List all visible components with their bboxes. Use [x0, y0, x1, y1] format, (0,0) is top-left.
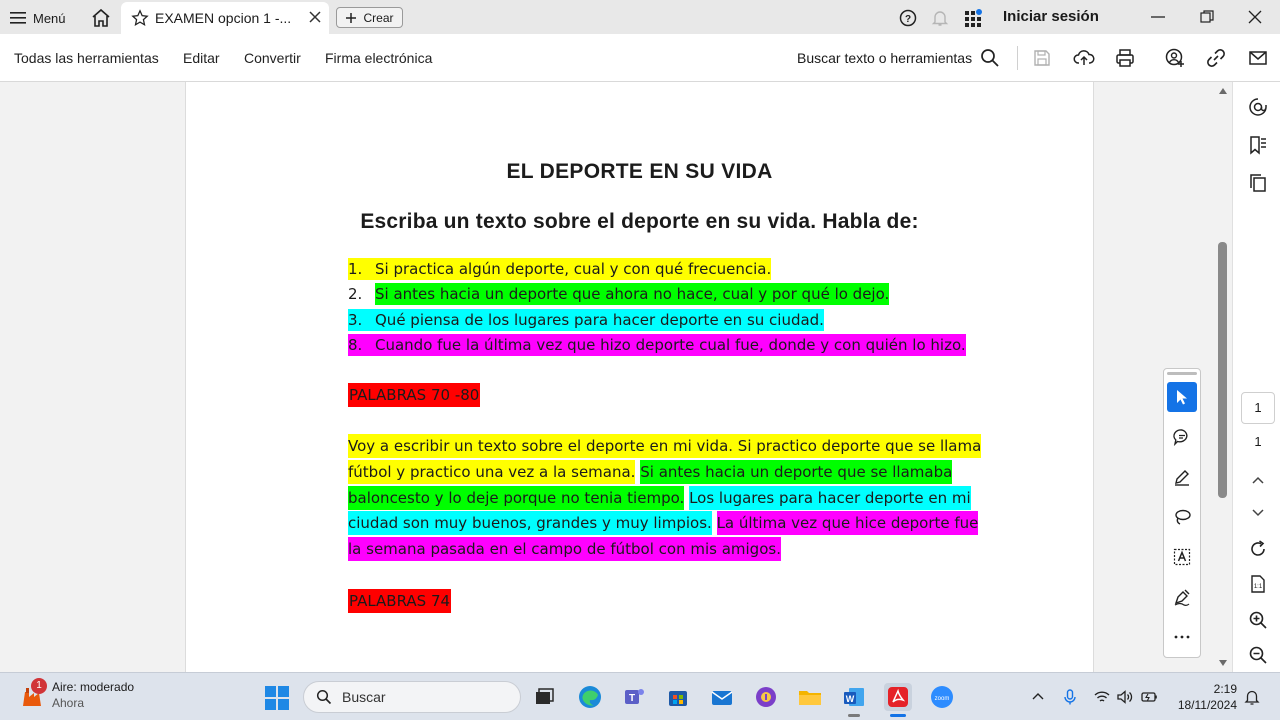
wifi-icon[interactable]	[1093, 688, 1111, 706]
edit-button[interactable]: Editar	[183, 50, 220, 66]
taskbar-search[interactable]	[303, 681, 521, 713]
draw-tool-button[interactable]	[1167, 502, 1197, 532]
clock-date: 18/11/2024	[1177, 698, 1237, 712]
document-subtitle: Escriba un texto sobre el deporte en su vida. Habla de:	[360, 210, 919, 233]
volume-icon[interactable]	[1116, 688, 1134, 706]
answer-sentence-1: Voy a escribir un texto sobre el deporte en mi vida. Si practico deporte que se llama fútbol y practico una vez a la semana.	[348, 434, 981, 484]
home-icon[interactable]	[90, 7, 112, 29]
create-button[interactable]	[336, 7, 403, 28]
previous-page-icon[interactable]	[1247, 469, 1269, 491]
copy-pages-icon[interactable]	[1247, 172, 1269, 194]
all-tools-button[interactable]: Todas las herramientas	[14, 50, 159, 66]
word-icon[interactable]	[840, 683, 868, 711]
pdf-page	[185, 82, 1094, 672]
title-bar	[0, 0, 1280, 34]
cursor-arrow-icon	[1174, 388, 1190, 406]
hamburger-icon	[10, 11, 26, 25]
quick-tools-bar	[1163, 368, 1201, 658]
bookmark-icon[interactable]	[1247, 134, 1269, 156]
windows-start-icon[interactable]	[264, 685, 290, 711]
link-icon[interactable]	[1205, 47, 1227, 69]
list-text: Si practica algún deporte, cual y con qué frecuencia.	[375, 259, 772, 278]
more-tools-button[interactable]	[1167, 622, 1197, 652]
comment-icon	[1172, 427, 1192, 447]
search-icon	[316, 689, 332, 705]
list-number: 3.	[348, 310, 363, 329]
running-indicator	[848, 714, 860, 717]
text-tool-button[interactable]	[1167, 542, 1197, 572]
email-icon[interactable]	[1247, 47, 1269, 69]
weather-badge: 1	[31, 678, 47, 694]
rotate-icon[interactable]	[1247, 538, 1269, 560]
weather-icon-wrap	[20, 680, 44, 710]
fit-page-icon[interactable]	[1247, 573, 1269, 595]
acrobat-icon[interactable]	[884, 683, 912, 711]
document-title: EL DEPORTE EN SU VIDA	[506, 160, 773, 183]
minimize-icon[interactable]	[1149, 8, 1167, 26]
list-item-highlight	[348, 334, 966, 356]
list-item-highlight	[348, 309, 824, 331]
list-number: 1.	[348, 259, 363, 278]
pen-icon	[1172, 467, 1192, 487]
windows-taskbar	[0, 672, 1280, 720]
list-number: 2.	[348, 285, 363, 304]
vpn-icon[interactable]	[752, 683, 780, 711]
share-user-icon[interactable]	[1164, 47, 1186, 69]
answer-paragraph	[348, 434, 988, 563]
vertical-scrollbar[interactable]	[1216, 82, 1230, 672]
menu-label: Menú	[33, 10, 66, 26]
bell-icon[interactable]	[930, 8, 950, 28]
taskbar-search-placeholder: Buscar	[342, 689, 386, 705]
signin-button[interactable]: Iniciar sesión	[1003, 8, 1099, 25]
drag-handle[interactable]	[1167, 372, 1197, 375]
answer-sentence-3: Los lugares para hacer deporte en mi ciudad son muy buenos, grandes y muy limpios.	[348, 486, 971, 536]
file-explorer-icon[interactable]	[796, 683, 824, 711]
plus-icon	[345, 12, 357, 24]
save-icon[interactable]	[1031, 47, 1053, 69]
mail-icon[interactable]	[708, 683, 736, 711]
right-side-panel	[1232, 82, 1280, 672]
scroll-up-arrow[interactable]	[1219, 88, 1227, 94]
apps-grid-icon[interactable]	[963, 8, 983, 28]
search-tools-label[interactable]: Buscar texto o herramientas	[797, 50, 973, 66]
menu-button[interactable]	[10, 8, 66, 28]
weather-title: Aire: moderado	[52, 680, 135, 694]
clock-time: 2:19	[1213, 682, 1237, 696]
weather-subtitle: Ahora	[52, 696, 85, 710]
ai-assistant-icon[interactable]	[1247, 96, 1269, 118]
list-item-highlight	[348, 258, 771, 280]
weather-widget[interactable]	[20, 680, 134, 710]
zoom-icon[interactable]	[928, 683, 956, 711]
document-tab[interactable]	[121, 2, 329, 34]
teams-icon[interactable]	[620, 683, 648, 711]
star-icon[interactable]	[131, 9, 149, 27]
scroll-down-arrow[interactable]	[1219, 660, 1227, 666]
list-item	[348, 307, 966, 333]
convert-button[interactable]: Convertir	[244, 50, 301, 66]
close-window-icon[interactable]	[1246, 8, 1264, 26]
system-clock[interactable]	[1170, 681, 1237, 713]
document-viewer	[0, 82, 1280, 672]
list-item	[348, 333, 966, 359]
active-indicator	[890, 714, 906, 717]
toolbar-divider	[1017, 46, 1018, 70]
edge-icon[interactable]	[576, 683, 604, 711]
main-toolbar	[0, 34, 1280, 82]
restore-icon[interactable]	[1198, 8, 1216, 26]
words-count: PALABRAS 74	[348, 589, 451, 613]
svg-text:1:1: 1:1	[1253, 584, 1263, 590]
svg-text:?: ?	[904, 14, 912, 25]
answer-sentence-2: Si antes hacia un deporte que se llamaba baloncesto y lo deje porque no tenia tiempo.	[348, 460, 952, 510]
store-icon[interactable]	[664, 683, 692, 711]
select-tool-button[interactable]	[1167, 382, 1197, 412]
zoom-in-icon[interactable]	[1247, 609, 1269, 631]
notification-bell-icon[interactable]	[1243, 688, 1261, 706]
print-icon[interactable]	[1114, 47, 1136, 69]
chevron-up-icon[interactable]	[1029, 688, 1047, 706]
highlight-tool-button[interactable]	[1167, 462, 1197, 492]
words-required: PALABRAS 70 -80	[348, 383, 480, 407]
tab-title: EXAMEN opcion 1 -...	[155, 10, 292, 26]
task-view-icon[interactable]	[530, 683, 558, 711]
close-tab-icon[interactable]	[308, 10, 322, 24]
more-icon	[1172, 627, 1192, 647]
current-page-input[interactable]: 1	[1241, 392, 1275, 424]
scroll-thumb[interactable]	[1218, 242, 1227, 498]
next-page-icon[interactable]	[1247, 502, 1269, 524]
search-icon[interactable]	[979, 47, 1001, 69]
list-text: Si antes hacia un deporte que ahora no hace, cual y por qué lo dejo.	[375, 285, 890, 304]
microphone-icon[interactable]	[1061, 688, 1079, 706]
list-text: Qué piensa de los lugares para hacer deporte en su ciudad.	[375, 310, 824, 329]
sign-tool-button[interactable]	[1167, 582, 1197, 612]
list-item	[348, 256, 966, 282]
cloud-upload-icon[interactable]	[1073, 47, 1095, 69]
lasso-icon	[1172, 507, 1192, 527]
svg-text:zoom: zoom	[934, 696, 950, 702]
svg-text:T: T	[628, 693, 636, 704]
esign-button[interactable]: Firma electrónica	[325, 50, 433, 66]
answer-sentence-4: La última vez que hice deporte fue la semana pasada en el campo de fútbol con mis amigos.	[348, 511, 978, 561]
text-box-icon	[1172, 547, 1192, 567]
battery-icon[interactable]	[1140, 688, 1158, 706]
svg-text:W: W	[845, 694, 855, 704]
question-list	[348, 256, 966, 358]
create-label: Crear	[363, 10, 394, 25]
comment-tool-button[interactable]	[1167, 422, 1197, 452]
list-item	[348, 282, 966, 308]
list-number: 8.	[348, 336, 363, 355]
help-icon[interactable]	[898, 8, 918, 28]
total-pages: 1	[1254, 434, 1262, 449]
list-text: Cuando fue la última vez que hizo deporte cual fue, donde y con quién lo hizo.	[375, 336, 966, 355]
fountain-pen-icon	[1172, 587, 1192, 607]
zoom-out-icon[interactable]	[1247, 644, 1269, 666]
